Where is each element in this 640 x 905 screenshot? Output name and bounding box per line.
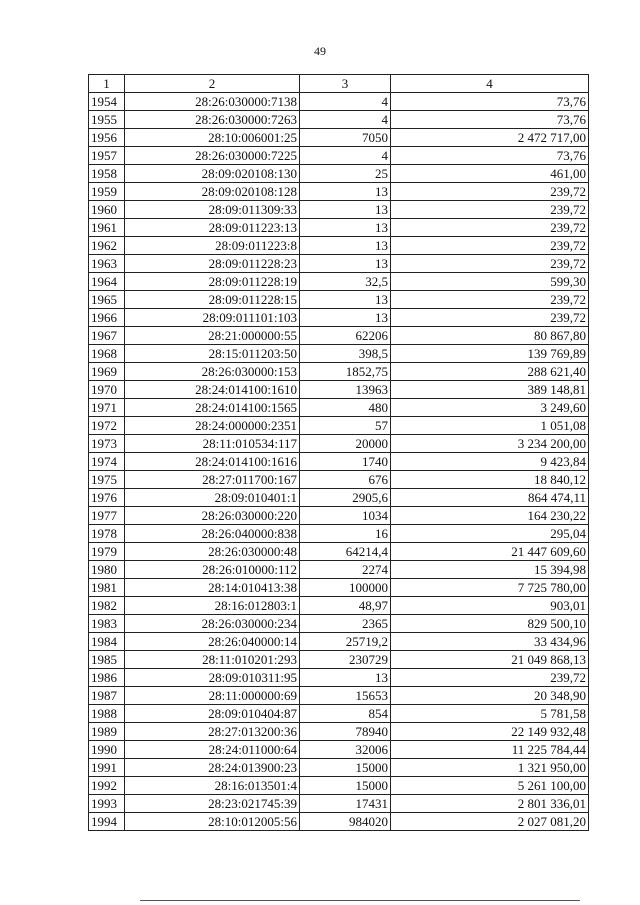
table-row (89, 201, 589, 219)
area-cell: 854 (300, 705, 391, 723)
row-number-cell: 1961 (89, 219, 125, 237)
table-row (89, 687, 589, 705)
area-cell: 230729 (300, 651, 391, 669)
table-row (89, 543, 589, 561)
cadastral-number-cell: 28:09:010404:87 (125, 705, 300, 723)
value-cell: 5 781,58 (391, 705, 589, 723)
value-cell: 164 230,22 (391, 507, 589, 525)
cadastral-number-cell: 28:09:020108:130 (125, 165, 300, 183)
area-cell: 13 (300, 309, 391, 327)
value-cell: 239,72 (391, 255, 589, 273)
area-cell: 984020 (300, 813, 391, 831)
table-row (89, 795, 589, 813)
cadastral-number-cell: 28:26:030000:153 (125, 363, 300, 381)
cadastral-number-cell: 28:27:013200:36 (125, 723, 300, 741)
row-number-cell: 1965 (89, 291, 125, 309)
value-cell: 864 474,11 (391, 489, 589, 507)
area-cell: 13963 (300, 381, 391, 399)
row-number-cell: 1976 (89, 489, 125, 507)
area-cell: 64214,4 (300, 543, 391, 561)
area-cell: 13 (300, 255, 391, 273)
value-cell: 2 027 081,20 (391, 813, 589, 831)
row-number-cell: 1984 (89, 633, 125, 651)
table-row (89, 111, 589, 129)
cadastral-number-cell: 28:27:011700:167 (125, 471, 300, 489)
value-cell: 239,72 (391, 291, 589, 309)
table-row (89, 183, 589, 201)
cadastral-number-cell: 28:26:040000:838 (125, 525, 300, 543)
area-cell: 25719,2 (300, 633, 391, 651)
land-parcel-table (88, 74, 589, 831)
row-number-cell: 1987 (89, 687, 125, 705)
area-cell: 78940 (300, 723, 391, 741)
row-number-cell: 1974 (89, 453, 125, 471)
value-cell: 2 801 336,01 (391, 795, 589, 813)
cadastral-number-cell: 28:09:011309:33 (125, 201, 300, 219)
page-number: 49 (314, 44, 326, 58)
value-cell: 18 840,12 (391, 471, 589, 489)
area-cell: 1740 (300, 453, 391, 471)
row-number-cell: 1982 (89, 597, 125, 615)
value-cell: 3 234 200,00 (391, 435, 589, 453)
value-cell: 73,76 (391, 111, 589, 129)
cadastral-number-cell: 28:24:013900:23 (125, 759, 300, 777)
row-number-cell: 1954 (89, 93, 125, 111)
table-row (89, 291, 589, 309)
table-row (89, 651, 589, 669)
row-number-cell: 1971 (89, 399, 125, 417)
area-cell: 13 (300, 291, 391, 309)
area-cell: 25 (300, 165, 391, 183)
column-header-4: 4 (391, 75, 589, 93)
table-row (89, 705, 589, 723)
cadastral-number-cell: 28:26:010000:112 (125, 561, 300, 579)
value-cell: 33 434,96 (391, 633, 589, 651)
area-cell: 398,5 (300, 345, 391, 363)
table-row (89, 507, 589, 525)
area-cell: 57 (300, 417, 391, 435)
row-number-cell: 1985 (89, 651, 125, 669)
area-cell: 13 (300, 183, 391, 201)
area-cell: 4 (300, 111, 391, 129)
value-cell: 1 051,08 (391, 417, 589, 435)
area-cell: 4 (300, 93, 391, 111)
value-cell: 599,30 (391, 273, 589, 291)
cadastral-number-cell: 28:21:000000:55 (125, 327, 300, 345)
table-row (89, 237, 589, 255)
area-cell: 2274 (300, 561, 391, 579)
table-row (89, 615, 589, 633)
row-number-cell: 1973 (89, 435, 125, 453)
row-number-cell: 1958 (89, 165, 125, 183)
table-row (89, 93, 589, 111)
table-row (89, 489, 589, 507)
value-cell: 239,72 (391, 219, 589, 237)
table-row (89, 417, 589, 435)
table-row (89, 741, 589, 759)
value-cell: 1 321 950,00 (391, 759, 589, 777)
value-cell: 288 621,40 (391, 363, 589, 381)
area-cell: 676 (300, 471, 391, 489)
area-cell: 13 (300, 201, 391, 219)
area-cell: 16 (300, 525, 391, 543)
cadastral-number-cell: 28:09:020108:128 (125, 183, 300, 201)
value-cell: 239,72 (391, 669, 589, 687)
value-cell: 239,72 (391, 201, 589, 219)
table-body (89, 93, 589, 831)
area-cell: 4 (300, 147, 391, 165)
row-number-cell: 1990 (89, 741, 125, 759)
value-cell: 80 867,80 (391, 327, 589, 345)
row-number-cell: 1986 (89, 669, 125, 687)
area-cell: 15653 (300, 687, 391, 705)
cadastral-number-cell: 28:24:014100:1616 (125, 453, 300, 471)
row-number-cell: 1959 (89, 183, 125, 201)
cadastral-number-cell: 28:14:010413:38 (125, 579, 300, 597)
cadastral-number-cell: 28:11:010534:117 (125, 435, 300, 453)
row-number-cell: 1967 (89, 327, 125, 345)
table-row (89, 165, 589, 183)
area-cell: 15000 (300, 759, 391, 777)
value-cell: 11 225 784,44 (391, 741, 589, 759)
bottom-rule (140, 900, 580, 901)
row-number-cell: 1980 (89, 561, 125, 579)
value-cell: 73,76 (391, 147, 589, 165)
row-number-cell: 1994 (89, 813, 125, 831)
area-cell: 100000 (300, 579, 391, 597)
area-cell: 7050 (300, 129, 391, 147)
area-cell: 13 (300, 237, 391, 255)
area-cell: 32,5 (300, 273, 391, 291)
table-row (89, 399, 589, 417)
cadastral-number-cell: 28:09:011223:8 (125, 237, 300, 255)
cadastral-number-cell: 28:11:000000:69 (125, 687, 300, 705)
value-cell: 3 249,60 (391, 399, 589, 417)
cadastral-number-cell: 28:24:011000:64 (125, 741, 300, 759)
row-number-cell: 1956 (89, 129, 125, 147)
row-number-cell: 1968 (89, 345, 125, 363)
value-cell: 239,72 (391, 309, 589, 327)
cadastral-number-cell: 28:09:011228:23 (125, 255, 300, 273)
cadastral-number-cell: 28:26:030000:7225 (125, 147, 300, 165)
value-cell: 239,72 (391, 237, 589, 255)
area-cell: 13 (300, 219, 391, 237)
table-row (89, 273, 589, 291)
row-number-cell: 1962 (89, 237, 125, 255)
table-row (89, 777, 589, 795)
area-cell: 1852,75 (300, 363, 391, 381)
value-cell: 20 348,90 (391, 687, 589, 705)
table-row (89, 471, 589, 489)
cadastral-number-cell: 28:26:040000:14 (125, 633, 300, 651)
value-cell: 461,00 (391, 165, 589, 183)
value-cell: 73,76 (391, 93, 589, 111)
cadastral-number-cell: 28:09:011228:15 (125, 291, 300, 309)
cadastral-number-cell: 28:11:010201:293 (125, 651, 300, 669)
table-row (89, 453, 589, 471)
cadastral-number-cell: 28:24:014100:1565 (125, 399, 300, 417)
cadastral-number-cell: 28:09:011101:103 (125, 309, 300, 327)
area-cell: 2905,6 (300, 489, 391, 507)
cadastral-number-cell: 28:16:012803:1 (125, 597, 300, 615)
cadastral-number-cell: 28:09:011228:19 (125, 273, 300, 291)
row-number-cell: 1960 (89, 201, 125, 219)
column-header-2: 2 (125, 75, 300, 93)
value-cell: 139 769,89 (391, 345, 589, 363)
cadastral-number-cell: 28:24:014100:1610 (125, 381, 300, 399)
area-cell: 15000 (300, 777, 391, 795)
row-number-cell: 1989 (89, 723, 125, 741)
row-number-cell: 1977 (89, 507, 125, 525)
row-number-cell: 1988 (89, 705, 125, 723)
cadastral-number-cell: 28:09:011223:13 (125, 219, 300, 237)
area-cell: 480 (300, 399, 391, 417)
table-row (89, 345, 589, 363)
value-cell: 7 725 780,00 (391, 579, 589, 597)
value-cell: 903,01 (391, 597, 589, 615)
cadastral-number-cell: 28:10:012005:56 (125, 813, 300, 831)
value-cell: 21 049 868,13 (391, 651, 589, 669)
table-header-row (89, 75, 589, 93)
cadastral-number-cell: 28:26:030000:220 (125, 507, 300, 525)
column-header-1: 1 (89, 75, 125, 93)
row-number-cell: 1978 (89, 525, 125, 543)
row-number-cell: 1991 (89, 759, 125, 777)
row-number-cell: 1983 (89, 615, 125, 633)
row-number-cell: 1969 (89, 363, 125, 381)
table-row (89, 435, 589, 453)
table-row (89, 309, 589, 327)
area-cell: 32006 (300, 741, 391, 759)
cadastral-number-cell: 28:23:021745:39 (125, 795, 300, 813)
row-number-cell: 1993 (89, 795, 125, 813)
table-row (89, 327, 589, 345)
cadastral-number-cell: 28:15:011203:50 (125, 345, 300, 363)
table-row (89, 759, 589, 777)
table-row (89, 813, 589, 831)
row-number-cell: 1955 (89, 111, 125, 129)
row-number-cell: 1975 (89, 471, 125, 489)
area-cell: 17431 (300, 795, 391, 813)
row-number-cell: 1970 (89, 381, 125, 399)
row-number-cell: 1957 (89, 147, 125, 165)
area-cell: 20000 (300, 435, 391, 453)
table-row (89, 381, 589, 399)
table-row (89, 633, 589, 651)
area-cell: 62206 (300, 327, 391, 345)
area-cell: 1034 (300, 507, 391, 525)
value-cell: 5 261 100,00 (391, 777, 589, 795)
cadastral-number-cell: 28:09:010401:1 (125, 489, 300, 507)
cadastral-number-cell: 28:10:006001:25 (125, 129, 300, 147)
table-row (89, 363, 589, 381)
table-row (89, 579, 589, 597)
row-number-cell: 1964 (89, 273, 125, 291)
value-cell: 15 394,98 (391, 561, 589, 579)
table-row (89, 561, 589, 579)
row-number-cell: 1972 (89, 417, 125, 435)
row-number-cell: 1992 (89, 777, 125, 795)
area-cell: 48,97 (300, 597, 391, 615)
table-row (89, 669, 589, 687)
table-row (89, 219, 589, 237)
cadastral-number-cell: 28:16:013501:4 (125, 777, 300, 795)
value-cell: 22 149 932,48 (391, 723, 589, 741)
area-cell: 13 (300, 669, 391, 687)
cadastral-number-cell: 28:26:030000:7138 (125, 93, 300, 111)
value-cell: 239,72 (391, 183, 589, 201)
cadastral-number-cell: 28:26:030000:48 (125, 543, 300, 561)
row-number-cell: 1981 (89, 579, 125, 597)
cadastral-number-cell: 28:09:010311:95 (125, 669, 300, 687)
value-cell: 9 423,84 (391, 453, 589, 471)
value-cell: 829 500,10 (391, 615, 589, 633)
value-cell: 2 472 717,00 (391, 129, 589, 147)
cadastral-number-cell: 28:26:030000:7263 (125, 111, 300, 129)
table-row (89, 525, 589, 543)
table-row (89, 723, 589, 741)
row-number-cell: 1963 (89, 255, 125, 273)
area-cell: 2365 (300, 615, 391, 633)
cadastral-number-cell: 28:24:000000:2351 (125, 417, 300, 435)
cadastral-number-cell: 28:26:030000:234 (125, 615, 300, 633)
column-header-3: 3 (300, 75, 391, 93)
row-number-cell: 1979 (89, 543, 125, 561)
value-cell: 21 447 609,60 (391, 543, 589, 561)
value-cell: 389 148,81 (391, 381, 589, 399)
table-row (89, 147, 589, 165)
table-row (89, 597, 589, 615)
value-cell: 295,04 (391, 525, 589, 543)
table-row (89, 255, 589, 273)
table-row (89, 129, 589, 147)
row-number-cell: 1966 (89, 309, 125, 327)
